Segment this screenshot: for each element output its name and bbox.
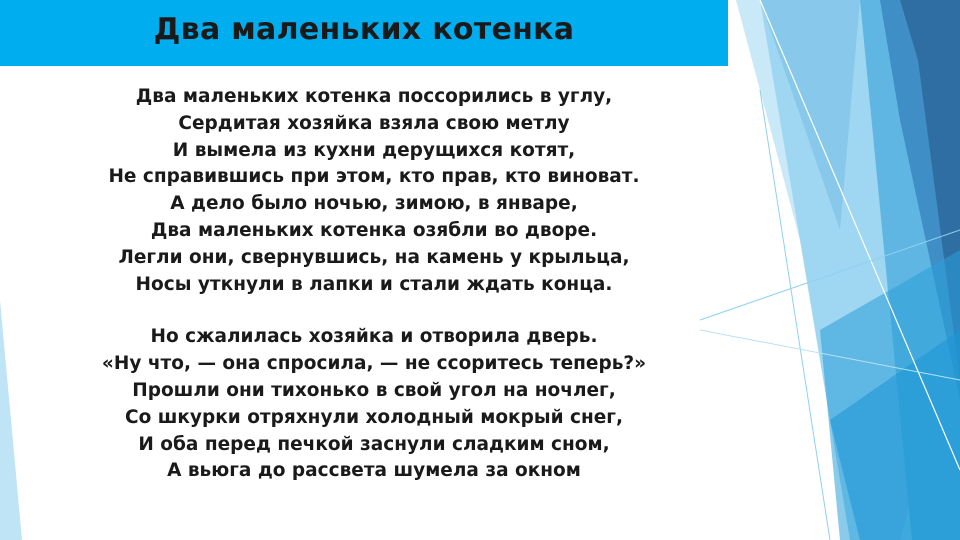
poem-line: Не справившись при этом, кто прав, кто виноват. [108, 166, 640, 188]
poem-line: Прошли они тихонько в свой угол на ночлег, [132, 379, 616, 401]
title-bar [0, 0, 728, 66]
poem-line: Два маленьких котенка поссорились в углу, [135, 86, 613, 107]
left-facet [0, 300, 22, 540]
poem-line: А вьюга до рассвета шумела за окном [167, 460, 581, 482]
poem-line: Но сжалилась хозяйка и отворила дверь. [150, 326, 598, 348]
slide-title: Два маленьких котенка [153, 11, 575, 47]
poem-line: Со шкурки отряхнули холодный мокрый снег, [125, 406, 623, 428]
poem-line: «Ну что, — она спросила, — не ссоритесь теперь?» [101, 353, 647, 375]
poem-line: И оба перед печкой заснули сладким сном, [138, 433, 610, 455]
poem-line: Сердитая хозяйка взяла свою метлу [178, 112, 570, 134]
poem-stanza-2 [40, 324, 708, 485]
poem-line: А дело было ночью, зимою, в январе, [170, 193, 578, 215]
poem-line: Легли они, свернувшись, на камень у крыльца, [118, 246, 630, 268]
poem-line: Носы уткнули в лапки и стали ждать конца. [135, 273, 613, 295]
poem-stanza-1 [40, 84, 708, 298]
poem-line: И вымела из кухни дерущихся котят, [172, 139, 576, 161]
poem-line: Два маленьких котенка озябли во дворе. [150, 219, 598, 241]
poem-text [40, 84, 708, 485]
